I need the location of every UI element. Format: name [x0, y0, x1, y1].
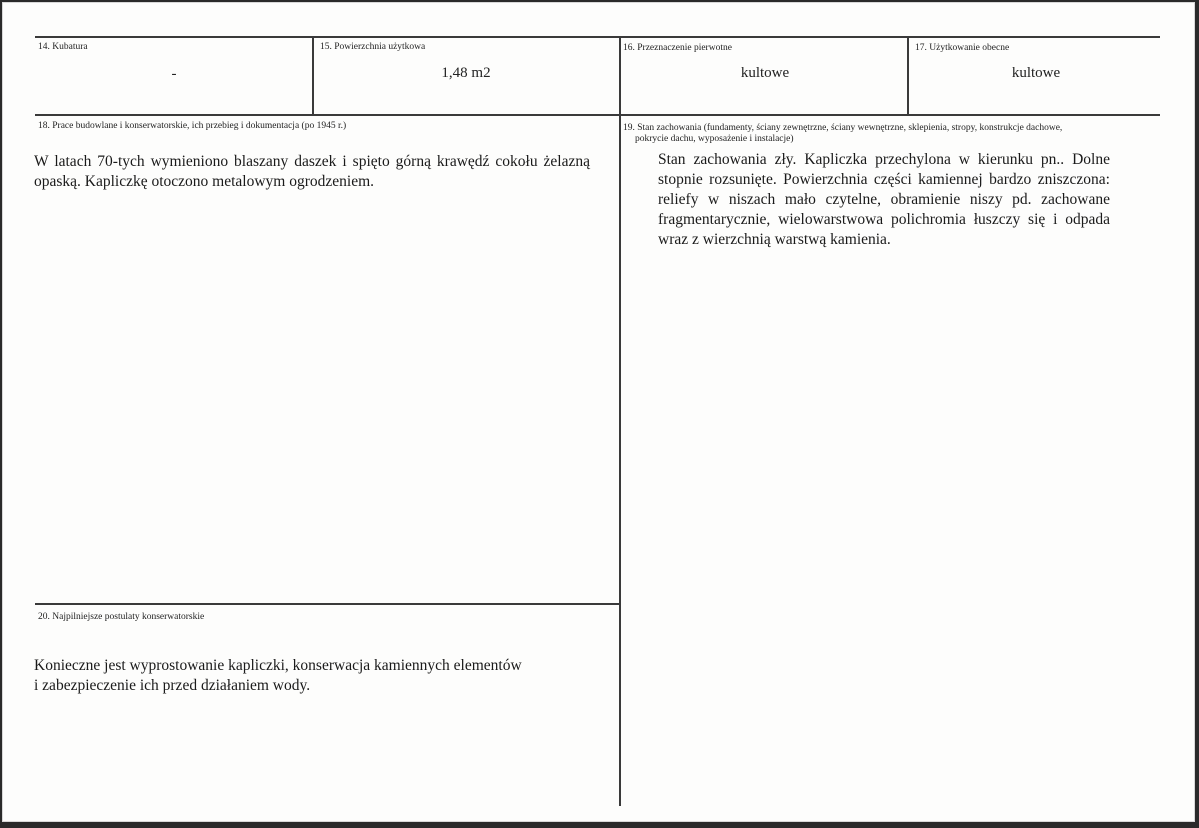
field19-text: Stan zachowania zły. Kapliczka przechylona w kierunku pn.. Dolne stopnie rozsunięte. Powierzchnia części kamiennej bardzo zniszczona: reliefy w niszach mało czytelne, obramienie niszy pd. zachowane fragmentarycznie, wielowarstwowa polichromia łuszczy się i odpada wraz z wierzchnią warstwą kamienia. [658, 151, 1110, 248]
field16-value: kultowe [740, 65, 790, 81]
col-divider-14-15 [312, 36, 314, 116]
row1-bottom-rule [35, 114, 1160, 116]
field14-value: - [171, 66, 177, 82]
field14-label: 14. Kubatura [38, 42, 88, 52]
field19-label-line1: 19. Stan zachowania (fundamenty, ściany zewnętrzne, ściany wewnętrzne, sklepienia, stropy, konstrukcje dachowe, [623, 123, 1063, 133]
field20-text-line1: Konieczne jest wyprostowanie kapliczki, konserwacja kamiennych elementów [34, 657, 522, 674]
section20-top-rule [35, 603, 620, 605]
field15-value: 1,48 m2 [441, 65, 491, 81]
field15-label: 15. Powierzchnia użytkowa [320, 42, 426, 52]
col-divider-16-17 [907, 36, 909, 116]
col-divider-main [619, 36, 621, 806]
form-sheet [2, 2, 1195, 822]
field18-label: 18. Prace budowlane i konserwatorskie, ich przebieg i dokumentacja (po 1945 r.) [38, 121, 347, 131]
field17-value: kultowe [1011, 65, 1061, 81]
top-rule [35, 36, 1160, 38]
field20-label: 20. Najpilniejsze postulaty konserwatorskie [38, 612, 205, 622]
field17-label: 17. Użytkowanie obecne [915, 43, 1010, 53]
field19-label-line2: pokrycie dachu, wyposażenie i instalacje) [635, 134, 794, 144]
field18-text: W latach 70-tych wymieniono blaszany daszek i spięto górną krawędź cokołu żelazną opaską. Kapliczkę otoczono metalowym ogrodzeniem. [34, 153, 590, 190]
field16-label: 16. Przeznaczenie pierwotne [623, 43, 732, 53]
field20-text-line2: i zabezpieczenie ich przed działaniem wody. [34, 677, 311, 694]
